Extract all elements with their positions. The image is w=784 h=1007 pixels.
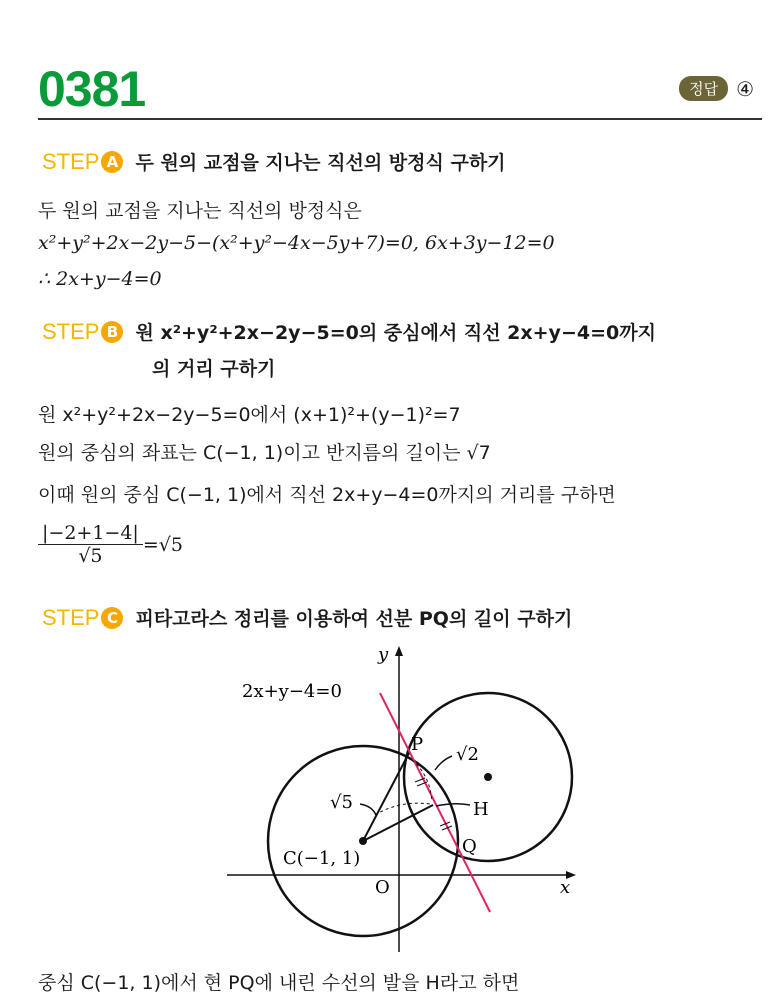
step-tag: STEP <box>42 148 100 174</box>
center-c-dot <box>359 837 367 845</box>
dashed-arc <box>375 803 430 815</box>
step-letter: B <box>101 321 123 343</box>
problem-number: 0381 <box>38 61 146 117</box>
point-p-label: P <box>411 734 424 755</box>
step-tag: STEP <box>42 318 100 344</box>
sqrt2-label: √2 <box>456 744 479 765</box>
x-label: x <box>560 877 571 898</box>
point-q-label: Q <box>462 836 477 857</box>
step-b-heading-cont: 의 거리 구하기 <box>152 358 276 380</box>
step-title: 두 원의 교점을 지나는 직선의 방정식 구하기 <box>135 152 506 174</box>
text-line: 원 x²+y²+2x−2y−5=0에서 (x+1)²+(y−1)²=7 <box>38 404 461 426</box>
equation: x²+y²+2x−2y−5−(x²+y²−4x−5y+7)=0, 6x+3y−12=0 <box>38 232 555 254</box>
step-letter: A <box>101 151 123 173</box>
line-label: 2x+y−4=0 <box>242 681 342 702</box>
step-title: 피타고라스 정리를 이용하여 선분 PQ의 길이 구하기 <box>135 608 573 630</box>
answer-value: ④ <box>736 76 754 101</box>
origin-label: O <box>375 877 390 898</box>
denominator: √5 <box>78 545 103 567</box>
numerator: |−2+1−4| <box>38 522 143 545</box>
y-axis-arrow-icon <box>395 646 403 656</box>
center-2-dot <box>484 773 492 781</box>
text-line: 원의 중심의 좌표는 C(−1, 1)이고 반지름의 길이는 √7 <box>38 442 491 464</box>
segment-cp <box>363 753 409 841</box>
y-label: y <box>378 644 389 665</box>
point-h-label: H <box>473 799 489 820</box>
text-line: 중심 C(−1, 1)에서 현 PQ에 내린 수선의 발을 H라고 하면 <box>38 972 520 994</box>
text-line: 두 원의 교점을 지나는 직선의 방정식은 <box>38 200 362 222</box>
answer-badge: 정답 <box>679 76 728 101</box>
point-c-label: C(−1, 1) <box>283 848 361 869</box>
step-title: 원 x²+y²+2x−2y−5=0의 중심에서 직선 2x+y−4=0까지 <box>135 322 656 344</box>
text-line: 이때 원의 중심 C(−1, 1)에서 직선 2x+y−4=0까지의 거리를 구하면 <box>38 484 616 506</box>
sqrt5-label: √5 <box>330 792 353 813</box>
fraction-result: =√5 <box>142 533 183 556</box>
equation: ∴ 2x+y−4=0 <box>38 268 162 290</box>
step-letter: C <box>101 607 123 629</box>
step-tag: STEP <box>42 604 100 630</box>
